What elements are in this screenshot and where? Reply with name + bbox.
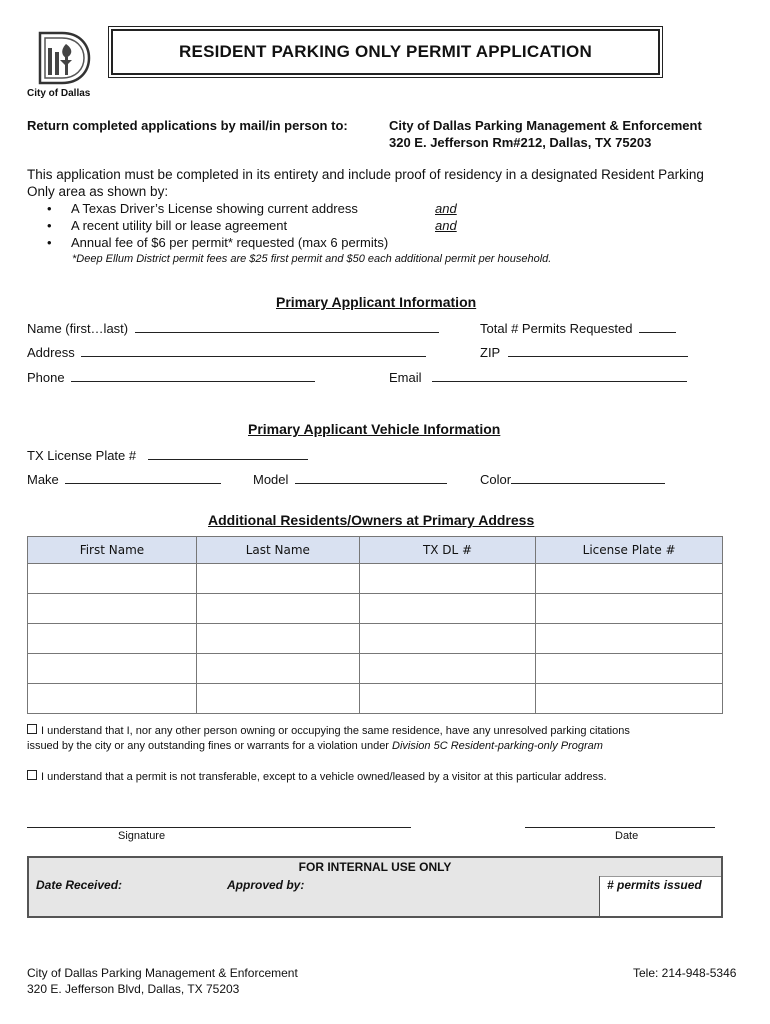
ack1-line1 bbox=[27, 724, 630, 737]
zip-label: ZIP bbox=[480, 345, 500, 360]
table-cell[interactable] bbox=[359, 564, 535, 594]
ack2-line bbox=[27, 770, 607, 783]
plate-row bbox=[27, 448, 308, 463]
table-row bbox=[28, 654, 723, 684]
date-line[interactable] bbox=[525, 827, 715, 828]
address-label: Address bbox=[27, 345, 75, 360]
address-row bbox=[27, 345, 426, 360]
fee-footnote: *Deep Ellum District permit fees are $25 first permit and $50 each additional permit per household. bbox=[72, 253, 552, 265]
name-label: Name (first…last) bbox=[27, 321, 129, 336]
model-row bbox=[253, 472, 447, 487]
phone-label: Phone bbox=[27, 370, 65, 385]
footer-office: City of Dallas Parking Management & Enforcement bbox=[27, 966, 298, 980]
city-of-dallas-logo bbox=[36, 30, 92, 86]
permits-field[interactable] bbox=[639, 321, 676, 333]
proof-item: A recent utility bill or lease agreement bbox=[71, 218, 288, 233]
internal-heading: FOR INTERNAL USE ONLY bbox=[29, 858, 721, 877]
proof-item: Annual fee of $6 per permit* requested (max 6 permits) bbox=[71, 235, 389, 250]
table-cell[interactable] bbox=[196, 594, 359, 624]
color-field[interactable] bbox=[511, 472, 665, 484]
name-row bbox=[27, 321, 439, 336]
table-cell[interactable] bbox=[536, 684, 723, 714]
table-row bbox=[28, 564, 723, 594]
table-cell[interactable] bbox=[196, 684, 359, 714]
make-field[interactable] bbox=[65, 472, 221, 484]
ack2-checkbox[interactable] bbox=[27, 770, 37, 780]
table-cell[interactable] bbox=[536, 594, 723, 624]
footer-address: 320 E. Jefferson Blvd, Dallas, TX 75203 bbox=[27, 982, 240, 996]
ack1-text: I understand that I, nor any other person owning or occupying the same residence, have any unresolved parking citations bbox=[41, 725, 630, 737]
table-cell[interactable] bbox=[28, 684, 197, 714]
approved-by-label: Approved by: bbox=[227, 878, 305, 892]
col-license-plate: License Plate # bbox=[536, 537, 723, 564]
table-cell[interactable] bbox=[359, 624, 535, 654]
ack1-line2 bbox=[27, 740, 603, 752]
model-label: Model bbox=[253, 472, 289, 487]
applicant-heading: Primary Applicant Information bbox=[276, 294, 477, 310]
email-row bbox=[389, 370, 687, 385]
make-row bbox=[27, 472, 221, 487]
intro-line-2: Only area as shown by: bbox=[27, 184, 169, 199]
signature-label: Signature bbox=[118, 830, 166, 842]
permits-row bbox=[480, 321, 676, 336]
col-last-name: Last Name bbox=[196, 537, 359, 564]
residents-table bbox=[27, 536, 723, 714]
return-office: City of Dallas Parking Management & Enforcement bbox=[389, 118, 702, 133]
table-header-row bbox=[28, 537, 723, 564]
col-tx-dl: TX DL # bbox=[359, 537, 535, 564]
plate-field[interactable] bbox=[148, 448, 308, 460]
proof-item: A Texas Driver’s License showing current address bbox=[71, 201, 358, 216]
internal-use-box bbox=[27, 856, 723, 918]
table-cell[interactable] bbox=[359, 654, 535, 684]
residents-heading: Additional Residents/Owners at Primary Address bbox=[208, 512, 535, 528]
table-cell[interactable] bbox=[536, 654, 723, 684]
color-label: Color bbox=[480, 472, 512, 487]
proof-item-suffix: and bbox=[435, 218, 457, 233]
table-row bbox=[28, 624, 723, 654]
table-row bbox=[28, 684, 723, 714]
vehicle-heading: Primary Applicant Vehicle Information bbox=[248, 421, 501, 437]
table-cell[interactable] bbox=[196, 654, 359, 684]
bullet-icon: • bbox=[47, 201, 52, 216]
date-label: Date bbox=[615, 830, 639, 842]
phone-field[interactable] bbox=[71, 370, 315, 382]
ack2-text: I understand that a permit is not transferable, except to a vehicle owned/leased by a visitor at this particular address. bbox=[41, 771, 607, 783]
proof-item-suffix: and bbox=[435, 201, 457, 216]
email-label: Email bbox=[389, 370, 422, 385]
date-received-label: Date Received: bbox=[36, 878, 123, 892]
zip-row bbox=[480, 345, 688, 360]
permits-issued-label: # permits issued bbox=[607, 878, 702, 892]
model-field[interactable] bbox=[295, 472, 447, 484]
ack1-text-2: issued by the city or any outstanding fines or warrants for a violation under bbox=[27, 740, 393, 752]
page-title: RESIDENT PARKING ONLY PERMIT APPLICATION bbox=[179, 42, 592, 61]
table-cell[interactable] bbox=[536, 624, 723, 654]
zip-field[interactable] bbox=[508, 345, 688, 357]
table-cell[interactable] bbox=[359, 594, 535, 624]
dallas-d-icon bbox=[36, 30, 92, 86]
table-cell[interactable] bbox=[196, 564, 359, 594]
bullet-icon: • bbox=[47, 218, 52, 233]
table-cell[interactable] bbox=[196, 624, 359, 654]
table-cell[interactable] bbox=[28, 564, 197, 594]
ack1-program-name: Division 5C Resident-parking-only Program bbox=[392, 740, 603, 752]
name-field[interactable] bbox=[135, 321, 439, 333]
footer-phone: Tele: 214-948-5346 bbox=[633, 966, 737, 980]
col-first-name: First Name bbox=[28, 537, 197, 564]
form-title-box bbox=[111, 29, 660, 75]
address-field[interactable] bbox=[81, 345, 426, 357]
table-cell[interactable] bbox=[536, 564, 723, 594]
plate-label: TX License Plate # bbox=[27, 448, 137, 463]
phone-row bbox=[27, 370, 315, 385]
color-row bbox=[480, 472, 665, 487]
return-address: 320 E. Jefferson Rm#212, Dallas, TX 75203 bbox=[389, 135, 652, 150]
table-cell[interactable] bbox=[28, 594, 197, 624]
make-label: Make bbox=[27, 472, 59, 487]
return-label: Return completed applications by mail/in person to: bbox=[27, 118, 348, 133]
table-row bbox=[28, 594, 723, 624]
email-field[interactable] bbox=[432, 370, 687, 382]
table-cell[interactable] bbox=[28, 654, 197, 684]
intro-line-1: This application must be completed in its entirety and include proof of residency in a designated Resident Parking bbox=[27, 167, 704, 182]
bullet-icon: • bbox=[47, 235, 52, 250]
ack1-checkbox[interactable] bbox=[27, 724, 37, 734]
logo-caption: City of Dallas bbox=[27, 88, 91, 99]
table-cell[interactable] bbox=[359, 684, 535, 714]
signature-line[interactable] bbox=[27, 827, 411, 828]
table-cell[interactable] bbox=[28, 624, 197, 654]
permits-label: Total # Permits Requested bbox=[480, 321, 633, 336]
